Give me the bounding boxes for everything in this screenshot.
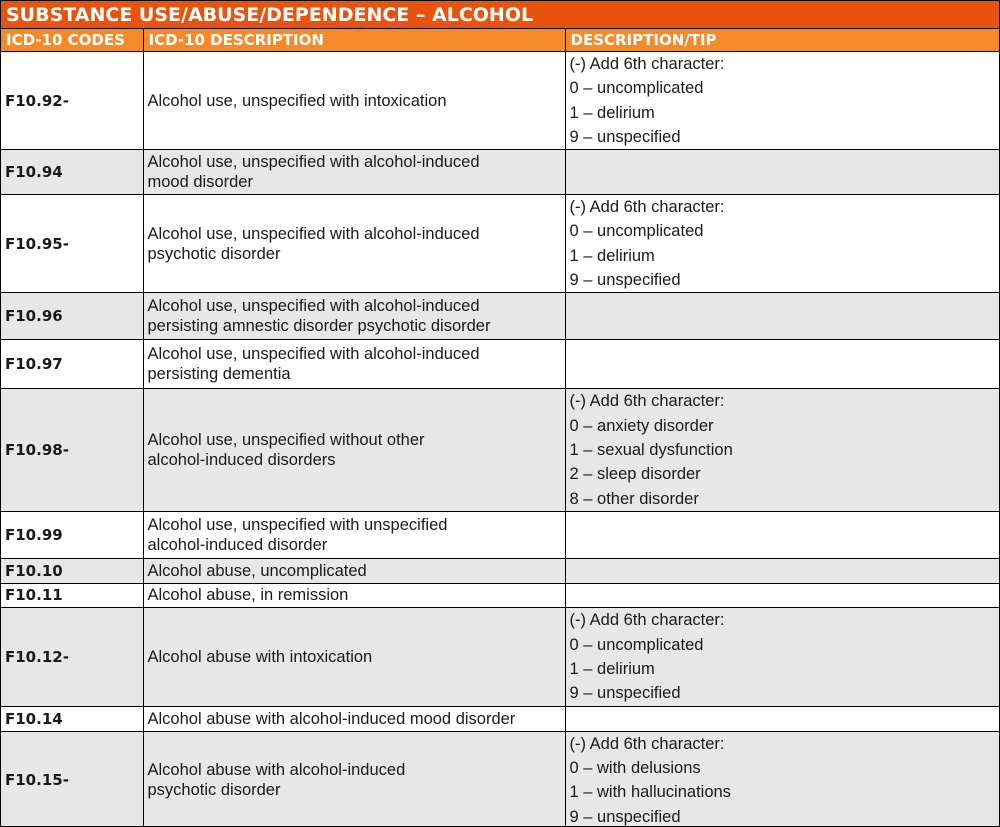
table-row xyxy=(1,706,999,731)
tip-line: 1 – delirium xyxy=(569,246,655,265)
tip-line: 0 – anxiety disorder xyxy=(569,416,714,435)
icd-description-cell xyxy=(143,293,565,340)
tip-line: 9 – unspecified xyxy=(569,807,681,826)
header-description: ICD-10 DESCRIPTION xyxy=(143,29,565,52)
icd-description-cell xyxy=(143,511,565,558)
description-tip xyxy=(565,731,999,827)
icd-code: F10.15- xyxy=(1,731,143,827)
icd-description-cell xyxy=(143,731,565,827)
icd-description-cell xyxy=(143,389,565,511)
icd-description: Alcohol use, unspecified with alcohol-induced mood disorder xyxy=(147,153,480,192)
icd-description-cell xyxy=(143,558,565,583)
tip-line: 1 – sexual dysfunction xyxy=(569,440,733,459)
table-title: SUBSTANCE USE/ABUSE/DEPENDENCE – ALCOHOL xyxy=(1,1,999,29)
icd-code: F10.99 xyxy=(1,511,143,558)
description-tip xyxy=(565,389,999,511)
icd-description-cell xyxy=(143,150,565,195)
icd-code: F10.97 xyxy=(1,340,143,389)
tip-line: (-) Add 6th character: xyxy=(569,55,725,73)
icd-description-cell xyxy=(143,583,565,607)
header-codes: ICD-10 CODES xyxy=(1,29,143,52)
icd-code: F10.96 xyxy=(1,293,143,340)
description-tip xyxy=(565,150,999,195)
tip-line: 9 – unspecified xyxy=(569,684,681,703)
description-tip xyxy=(565,195,999,293)
header-tip: DESCRIPTION/TIP xyxy=(565,29,999,52)
table-row xyxy=(1,558,999,583)
tip-line: 1 – delirium xyxy=(569,659,655,678)
tip-line: 0 – uncomplicated xyxy=(569,222,704,241)
icd-code: F10.98- xyxy=(1,389,143,511)
icd-description: Alcohol use, unspecified with unspecified alcohol-induced disorder xyxy=(147,515,448,554)
tip-line: 9 – unspecified xyxy=(569,271,681,290)
table-row xyxy=(1,731,999,827)
icd-code: F10.11 xyxy=(1,583,143,607)
icd-description-cell xyxy=(143,195,565,293)
icd-description: Alcohol abuse with intoxication xyxy=(147,647,373,666)
icd-code: F10.92- xyxy=(1,52,143,150)
description-tip xyxy=(565,340,999,389)
tip-line: 2 – sleep disorder xyxy=(569,465,701,484)
tip-line: 0 – uncomplicated xyxy=(569,635,704,654)
icd-description: Alcohol use, unspecified with intoxication xyxy=(147,91,447,110)
icd-code: F10.10 xyxy=(1,558,143,583)
icd-description: Alcohol abuse, in remission xyxy=(147,586,349,605)
table-row xyxy=(1,583,999,607)
tip-line: (-) Add 6th character: xyxy=(569,611,725,630)
icd-code: F10.95- xyxy=(1,195,143,293)
icd-description: Alcohol abuse, uncomplicated xyxy=(147,561,367,580)
icd-description: Alcohol use, unspecified without other alcohol-induced disorders xyxy=(147,431,425,470)
table-row xyxy=(1,52,999,150)
icd10-table xyxy=(1,29,999,827)
icd-description-cell xyxy=(143,340,565,389)
table-body xyxy=(1,52,999,827)
icd-description: Alcohol abuse with alcohol-induced psychotic disorder xyxy=(147,761,406,800)
icd-description-cell xyxy=(143,607,565,706)
icd-description-cell xyxy=(143,706,565,731)
icd-code: F10.14 xyxy=(1,706,143,731)
tip-line: 0 – with delusions xyxy=(569,759,701,778)
table-row xyxy=(1,607,999,706)
tip-line: (-) Add 6th character: xyxy=(569,198,725,217)
table-row xyxy=(1,511,999,558)
tip-line: 0 – uncomplicated xyxy=(569,79,704,98)
description-tip xyxy=(565,558,999,583)
icd-description: Alcohol abuse with alcohol-induced mood disorder xyxy=(147,709,516,728)
icd-description-cell xyxy=(143,52,565,150)
tip-line: 9 – unspecified xyxy=(569,127,681,146)
tip-line: 8 – other disorder xyxy=(569,489,699,508)
icd-description: Alcohol use, unspecified with alcohol-induced persisting amnestic disorder psychotic disorder xyxy=(147,297,491,336)
icd-description: Alcohol use, unspecified with alcohol-induced persisting dementia xyxy=(147,345,480,384)
header-row xyxy=(1,29,999,52)
description-tip xyxy=(565,607,999,706)
icd-code: F10.12- xyxy=(1,607,143,706)
icd-code: F10.94 xyxy=(1,150,143,195)
tip-line: 1 – delirium xyxy=(569,103,655,122)
tip-line: (-) Add 6th character: xyxy=(569,392,725,411)
icd-description: Alcohol use, unspecified with alcohol-induced psychotic disorder xyxy=(147,224,480,263)
description-tip xyxy=(565,583,999,607)
tip-line: 1 – with hallucinations xyxy=(569,783,731,802)
description-tip xyxy=(565,511,999,558)
table-row xyxy=(1,340,999,389)
description-tip xyxy=(565,52,999,150)
tip-line: (-) Add 6th character: xyxy=(569,734,725,753)
table-row xyxy=(1,293,999,340)
table-row xyxy=(1,150,999,195)
table-row xyxy=(1,195,999,293)
description-tip xyxy=(565,293,999,340)
table-row xyxy=(1,389,999,511)
description-tip xyxy=(565,706,999,731)
